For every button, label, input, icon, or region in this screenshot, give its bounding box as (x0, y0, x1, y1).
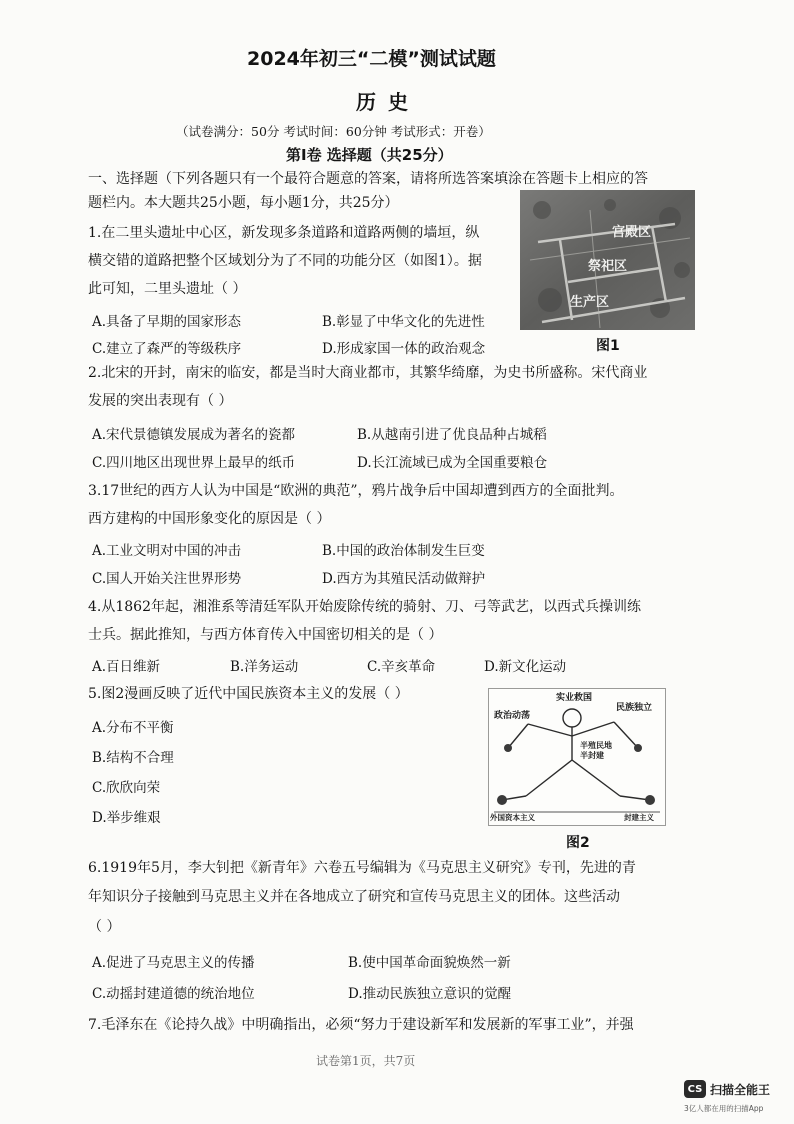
figure-2-label-semifeudal: 半封建 (580, 751, 604, 760)
q6-option-a: A.促进了马克思主义的传播 (92, 955, 255, 971)
q6-option-c: C.动摇封建道德的统治地位 (92, 986, 255, 1002)
figure-2-label-feudalism: 封建主义 (624, 813, 654, 822)
q2-option-b: B.从越南引进了优良品种占城稻 (357, 427, 547, 443)
figure-2-label-semicolonial: 半殖民地 (580, 741, 612, 750)
instructions-line-2: 题栏内。本大题共25小题，每小题1分，共25分） (88, 195, 399, 211)
q1-option-b: B.彰显了中华文化的先进性 (322, 314, 485, 330)
subject-title: 历史 (356, 90, 420, 114)
figure-2-label-turmoil: 政治动荡 (494, 711, 531, 721)
page-number: 试卷第1页，共7页 (316, 1054, 416, 1068)
q2-option-d: D.长江流域已成为全国重要粮仓 (357, 455, 548, 471)
q1-option-a: A.具备了早期的国家形态 (92, 314, 242, 330)
q5-option-b: B.结构不合理 (92, 750, 174, 766)
q5-option-c: C.欣欣向荣 (92, 780, 161, 796)
q2-stem-line-1: 2.北宋的开封，南宋的临安，都是当时大商业都市，其繁华绮靡，为史书所盛称。宋代商业 (88, 365, 648, 381)
figure-1-label-production: 生产区 (570, 295, 610, 310)
q6-stem-line-3: （ ） (88, 919, 121, 935)
q3-stem-line-2: 西方建构的中国形象变化的原因是（ ） (88, 511, 331, 527)
exam-info: （试卷满分：50分 考试时间：60分钟 考试形式：开卷） (176, 124, 491, 139)
q5-option-a: A.分布不平衡 (92, 720, 174, 736)
section-title: 第Ⅰ卷 选择题（共25分） (286, 146, 453, 164)
q4-stem-line-2: 士兵。据此推知，与西方体育传入中国密切相关的是（ ） (88, 627, 443, 643)
figure-1-caption: 图1 (596, 338, 620, 354)
figure-2-label-industry: 实业救国 (556, 693, 593, 703)
figure-2-cartoon (488, 688, 666, 826)
scanner-app-tagline: 3亿人都在用的扫描App (684, 1104, 764, 1113)
figure-2-label-independence: 民族独立 (616, 703, 653, 713)
q3-option-d: D.西方为其殖民活动做辩护 (322, 571, 486, 587)
q1-stem-line-3: 此可知，二里头遗址（ ） (88, 281, 247, 297)
q2-stem-line-2: 发展的突出表现有（ ） (88, 393, 233, 409)
q4-option-a: A.百日维新 (92, 659, 161, 675)
figure-1-label-ritual: 祭祀区 (588, 259, 628, 274)
q3-option-a: A.工业文明对中国的冲击 (92, 543, 242, 559)
q2-option-a: A.宋代景德镇发展成为著名的瓷都 (92, 427, 296, 443)
q2-option-c: C.四川地区出现世界上最早的纸币 (92, 455, 296, 471)
scanner-app-badge (684, 1080, 770, 1098)
exam-title: 2024年初三“二模”测试试题 (247, 48, 496, 70)
q3-option-c: C.国人开始关注世界形势 (92, 571, 242, 587)
q4-option-c: C.辛亥革命 (367, 659, 436, 675)
camscanner-logo-icon: CS (684, 1080, 706, 1098)
q5-stem-line-1: 5.图2漫画反映了近代中国民族资本主义的发展（ ） (88, 686, 409, 702)
q6-option-b: B.使中国革命面貌焕然一新 (348, 955, 511, 971)
q1-option-c: C.建立了森严的等级秩序 (92, 341, 242, 357)
figure-2-label-foreign-capital: 外国资本主义 (490, 813, 535, 822)
q7-stem-line-1: 7.毛泽东在《论持久战》中明确指出，必须“努力于建设新军和发展新的军事工业”，并强 (88, 1017, 634, 1033)
q6-option-d: D.推动民族独立意识的觉醒 (348, 986, 512, 1002)
q4-option-d: D.新文化运动 (484, 659, 567, 675)
q4-stem-line-1: 4.从1862年起，湘淮系等清廷军队开始废除传统的骑射、刀、弓等武艺，以西式兵操训练 (88, 599, 641, 615)
q1-stem-line-2: 横交错的道路把整个区域划分为了不同的功能分区（如图1）。据 (88, 253, 482, 269)
figure-1-aerial-map (520, 190, 695, 330)
q5-option-d: D.举步维艰 (92, 810, 161, 826)
q4-option-b: B.洋务运动 (230, 659, 299, 675)
figure-2-caption: 图2 (566, 835, 590, 851)
instructions-line-1: 一、选择题（下列各题只有一个最符合题意的答案，请将所选答案填涂在答题卡上相应的答 (88, 171, 648, 187)
scanner-app-name: 扫描全能王 (710, 1082, 771, 1097)
q3-stem-line-1: 3.17世纪的西方人认为中国是“欧洲的典范”，鸦片战争后中国却遭到西方的全面批判。 (88, 483, 624, 499)
q3-option-b: B.中国的政治体制发生巨变 (322, 543, 485, 559)
figure-1-label-palace: 宫殿区 (612, 225, 652, 240)
q6-stem-line-2: 年知识分子接触到马克思主义并在各地成立了研究和宣传马克思主义的团体。这些活动 (88, 889, 620, 905)
q6-stem-line-1: 6.1919年5月，李大钊把《新青年》六卷五号编辑为《马克思主义研究》专刊，先进的青 (88, 860, 636, 876)
q1-option-d: D.形成家国一体的政治观念 (322, 341, 486, 357)
q1-stem-line-1: 1.在二里头遗址中心区，新发现多条道路和道路两侧的墙垣，纵 (88, 225, 480, 241)
